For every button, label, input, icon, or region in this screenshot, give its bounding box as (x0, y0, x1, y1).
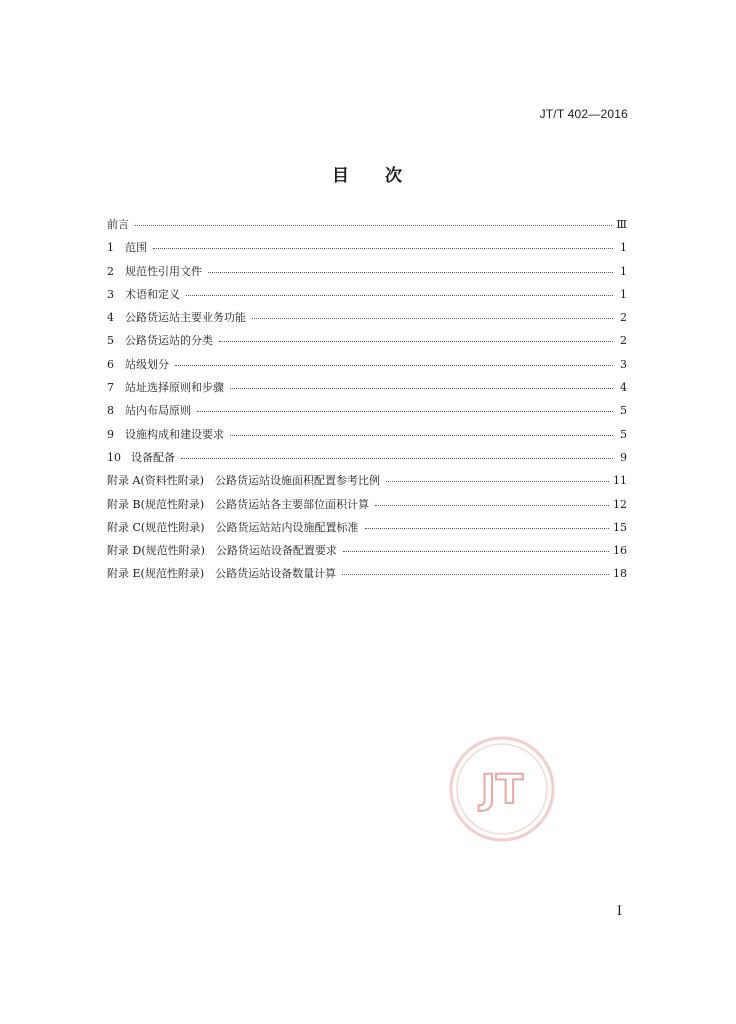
toc-entry-page: 5 (620, 404, 627, 418)
toc-entry[interactable] (107, 332, 627, 355)
toc-leader-dots (153, 248, 613, 249)
toc-entry-number: 9 (107, 427, 114, 441)
toc-leader-dots (230, 435, 613, 436)
svg-text:JT: JT (480, 767, 524, 813)
toc-entry-number: 3 (107, 287, 114, 301)
toc-leader-dots (135, 225, 612, 226)
toc-leader-dots (343, 551, 609, 552)
toc-entry-label: 范围 (125, 241, 147, 255)
toc-entry-page: 16 (613, 544, 627, 558)
toc-entry[interactable] (107, 542, 627, 565)
toc-entry-page: 18 (613, 567, 627, 581)
toc-leader-dots (342, 574, 609, 575)
toc-entry[interactable] (107, 356, 627, 379)
toc-entry-page: 1 (620, 264, 627, 278)
toc-entry[interactable] (107, 426, 627, 449)
toc-entry-number: 1 (107, 241, 114, 255)
toc-entry-page: 2 (620, 311, 627, 325)
toc-entry-label: 附录 E(规范性附录) 公路货运站设备数量计算 (107, 567, 337, 581)
toc-entry-page: 12 (613, 497, 627, 511)
toc-entry-number: 10 (107, 450, 121, 464)
toc-entry[interactable] (107, 216, 627, 239)
toc-entry-label: 站址选择原则和步骤 (125, 381, 224, 395)
page-title (0, 161, 736, 186)
toc-entry[interactable] (107, 472, 627, 495)
toc-entry-page: 9 (620, 450, 627, 464)
toc-leader-dots (186, 295, 613, 296)
toc-entry-label: 术语和定义 (125, 287, 180, 301)
toc-entry-label: 设施构成和建设要求 (125, 427, 224, 441)
toc-entry[interactable] (107, 309, 627, 332)
toc-entry-number: 7 (107, 381, 114, 395)
toc-entry-label: 附录 A(资料性附录) 公路货运站设施面积配置参考比例 (107, 474, 381, 488)
toc-leader-dots (365, 528, 610, 529)
toc-entry-label: 附录 B(规范性附录) 公路货运站各主要部位面积计算 (107, 497, 370, 511)
toc-leader-dots (386, 481, 609, 482)
toc-leader-dots (181, 458, 613, 459)
toc-entry-label: 公路货运站主要业务功能 (125, 311, 246, 325)
toc-leader-dots (252, 318, 613, 319)
toc-leader-dots (375, 505, 609, 506)
toc-entry-number: 8 (107, 404, 114, 418)
toc-entry-page: 11 (613, 474, 627, 488)
toc-entry-page: Ⅲ (616, 218, 627, 231)
title-char-2: 次 (385, 166, 404, 186)
toc-entry-number: 5 (107, 334, 114, 348)
toc-entry-page: 1 (620, 241, 627, 255)
table-of-contents (107, 216, 627, 589)
toc-entry[interactable] (107, 379, 627, 402)
toc-entry-label: 设备配备 (131, 450, 175, 464)
toc-entry-number: 6 (107, 357, 114, 371)
toc-entry-page: 3 (620, 357, 627, 371)
toc-entry-label: 站内布局原则 (125, 404, 191, 418)
toc-leader-dots (219, 341, 613, 342)
toc-leader-dots (230, 388, 613, 389)
toc-entry[interactable] (107, 402, 627, 425)
toc-entry-label: 公路货运站的分类 (125, 334, 213, 348)
toc-entry[interactable] (107, 263, 627, 286)
toc-entry[interactable] (107, 519, 627, 542)
toc-entry-page: 2 (620, 334, 627, 348)
toc-entry-label: 附录 C(规范性附录) 公路货运站站内设施配置标准 (107, 520, 359, 534)
toc-entry-label: 附录 D(规范性附录) 公路货运站设备配置要求 (107, 544, 337, 558)
title-char-1: 目 (332, 166, 351, 186)
toc-entry-label: 站级划分 (125, 357, 169, 371)
toc-leader-dots (208, 272, 613, 273)
page-number: Ⅰ (616, 904, 622, 919)
standard-code: JT/T 402—2016 (539, 107, 628, 121)
toc-entry-label: 前言 (107, 218, 129, 231)
toc-entry[interactable] (107, 286, 627, 309)
toc-entry-number: 2 (107, 264, 114, 278)
toc-entry[interactable] (107, 496, 627, 519)
toc-entry[interactable] (107, 565, 627, 588)
toc-leader-dots (197, 411, 613, 412)
toc-entry-label: 规范性引用文件 (125, 264, 202, 278)
jt-watermark-logo (448, 735, 556, 843)
toc-entry-page: 5 (620, 427, 627, 441)
toc-entry-page: 15 (613, 520, 627, 534)
toc-entry-page: 4 (620, 381, 627, 395)
toc-entry-page: 1 (620, 287, 627, 301)
toc-leader-dots (175, 365, 613, 366)
toc-entry[interactable] (107, 239, 627, 262)
toc-entry[interactable] (107, 449, 627, 472)
toc-entry-number: 4 (107, 311, 114, 325)
